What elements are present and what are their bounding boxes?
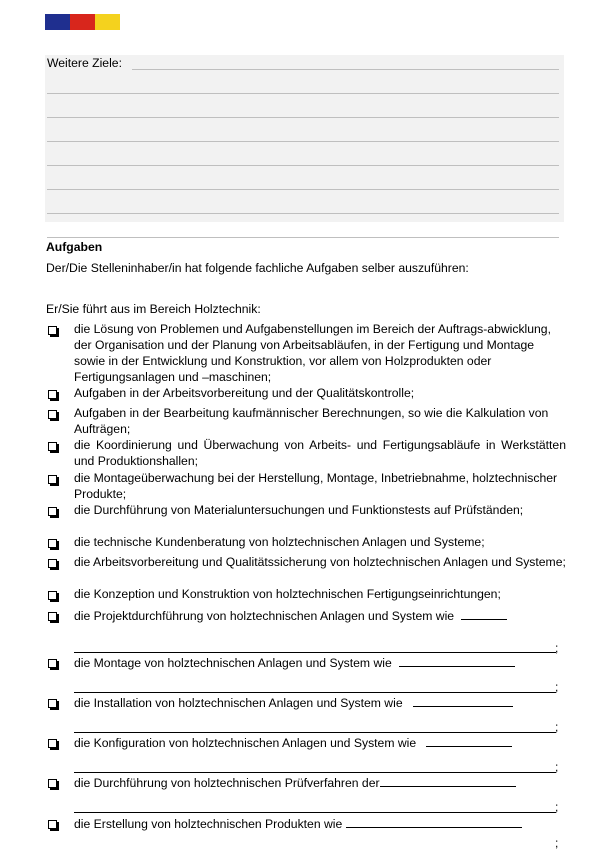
task-item-blank (46, 815, 566, 832)
task-item-blank (46, 607, 566, 624)
task-checkbox[interactable] (48, 326, 57, 335)
logo-stripe-yellow (95, 14, 120, 30)
logo (45, 14, 120, 30)
line-end-semicolon: ; (555, 800, 559, 814)
goals-line[interactable] (132, 69, 559, 70)
fill-in-blank[interactable] (346, 815, 522, 828)
task-item-blank (46, 654, 566, 671)
task-text: die Koordinierung und Überwachung von Arbeits- und Fertigungsabläufe in Werkstätten und Produktionshallen; (74, 438, 566, 468)
task-checkbox[interactable] (48, 410, 57, 419)
task-text: die Konzeption und Konstruktion von holztechnischen Fertigungseinrichtungen; (74, 587, 501, 601)
task-item-blank (46, 774, 566, 791)
task-text: die Arbeitsvorbereitung und Qualitätssicherung von holztechnischen Anlagen und Systeme; (74, 555, 566, 569)
task-checkbox[interactable] (48, 559, 57, 568)
task-checkbox[interactable] (48, 390, 57, 399)
goals-line[interactable] (47, 189, 559, 190)
task-checkbox[interactable] (48, 659, 57, 668)
task-checkbox[interactable] (48, 591, 57, 600)
section-subhead: Er/Sie führt aus im Bereich Holztechnik: (46, 302, 261, 316)
continuation-line[interactable] (74, 652, 556, 653)
task-item (46, 586, 566, 602)
task-item-blank (46, 694, 566, 711)
section-intro: Der/Die Stelleninhaber/in hat folgende fachliche Aufgaben selber auszuführen: (46, 261, 469, 275)
task-text: die Projektdurchführung von holztechnischen Anlagen und System wie (74, 609, 455, 623)
task-item (46, 437, 566, 469)
line-end-semicolon: ; (555, 836, 559, 850)
task-text: die Montageüberwachung bei der Herstellung, Montage, Inbetriebnahme, holztechnischer Produkte; (74, 471, 558, 501)
continuation-line[interactable] (74, 732, 556, 733)
task-checkbox[interactable] (48, 612, 57, 621)
task-checkbox[interactable] (48, 475, 57, 484)
task-checkbox[interactable] (48, 539, 57, 548)
task-text: die Montage von holztechnischen Anlagen und System wie (74, 656, 392, 670)
fill-in-blank[interactable] (380, 774, 516, 787)
task-item (46, 502, 566, 518)
task-item (46, 321, 566, 385)
continuation-line[interactable] (74, 772, 556, 773)
fill-in-blank[interactable] (426, 734, 512, 747)
goals-line[interactable] (47, 213, 559, 214)
goals-line[interactable] (47, 141, 559, 142)
fill-in-blank[interactable] (413, 694, 513, 707)
goals-label: Weitere Ziele: (47, 56, 122, 70)
goals-line[interactable] (47, 237, 559, 238)
task-checkbox[interactable] (48, 699, 57, 708)
task-item (46, 534, 566, 550)
task-item (46, 470, 566, 502)
goals-line[interactable] (47, 117, 559, 118)
task-item (46, 385, 566, 401)
task-text: Aufgaben in der Bearbeitung kaufmännischer Berechnungen, so wie die Kalkulation von Aufträgen; (74, 406, 549, 436)
logo-stripe-red (70, 14, 95, 30)
task-text: die Installation von holztechnischen Anlagen und System wie (74, 696, 403, 710)
task-text: die Durchführung von Materialuntersuchungen und Funktionstests auf Prüfständen; (74, 503, 524, 517)
line-end-semicolon: ; (555, 760, 559, 774)
task-checkbox[interactable] (48, 507, 57, 516)
task-text: Aufgaben in der Arbeitsvorbereitung und der Qualitätskontrolle; (74, 386, 415, 400)
fill-in-blank[interactable] (461, 607, 507, 620)
task-text: die Erstellung von holztechnischen Produkten wie (74, 817, 343, 831)
line-end-semicolon: ; (555, 641, 559, 655)
goals-line[interactable] (47, 93, 559, 94)
line-end-semicolon: ; (555, 720, 559, 734)
goals-line[interactable] (47, 165, 559, 166)
logo-stripe-blue (45, 14, 70, 30)
task-text: die Konfiguration von holztechnischen Anlagen und System wie (74, 736, 417, 750)
task-item (46, 405, 566, 437)
task-checkbox[interactable] (48, 442, 57, 451)
section-title: Aufgaben (46, 240, 103, 254)
task-text: die Lösung von Problemen und Aufgabenstellungen im Bereich der Auftrags-abwicklung, der Organisation und der Planung von Arbeitsabläufen, in der Fertigung und Montage sowie in der Entwicklung und Konstruktion, vor allem von Holzprodukten oder Fertigungsanlagen und –maschinen; (74, 322, 551, 384)
fill-in-blank[interactable] (399, 654, 515, 667)
continuation-line[interactable] (74, 812, 556, 813)
task-checkbox[interactable] (48, 739, 57, 748)
task-text: die technische Kundenberatung von holztechnischen Anlagen und Systeme; (74, 535, 485, 549)
task-item (46, 554, 566, 570)
task-text: die Durchführung von holztechnischen Prüfverfahren der (74, 776, 380, 790)
task-checkbox[interactable] (48, 779, 57, 788)
line-end-semicolon: ; (555, 680, 559, 694)
task-checkbox[interactable] (48, 820, 57, 829)
task-item-blank (46, 734, 566, 751)
goals-form-area[interactable] (45, 55, 564, 222)
continuation-line[interactable] (74, 692, 556, 693)
